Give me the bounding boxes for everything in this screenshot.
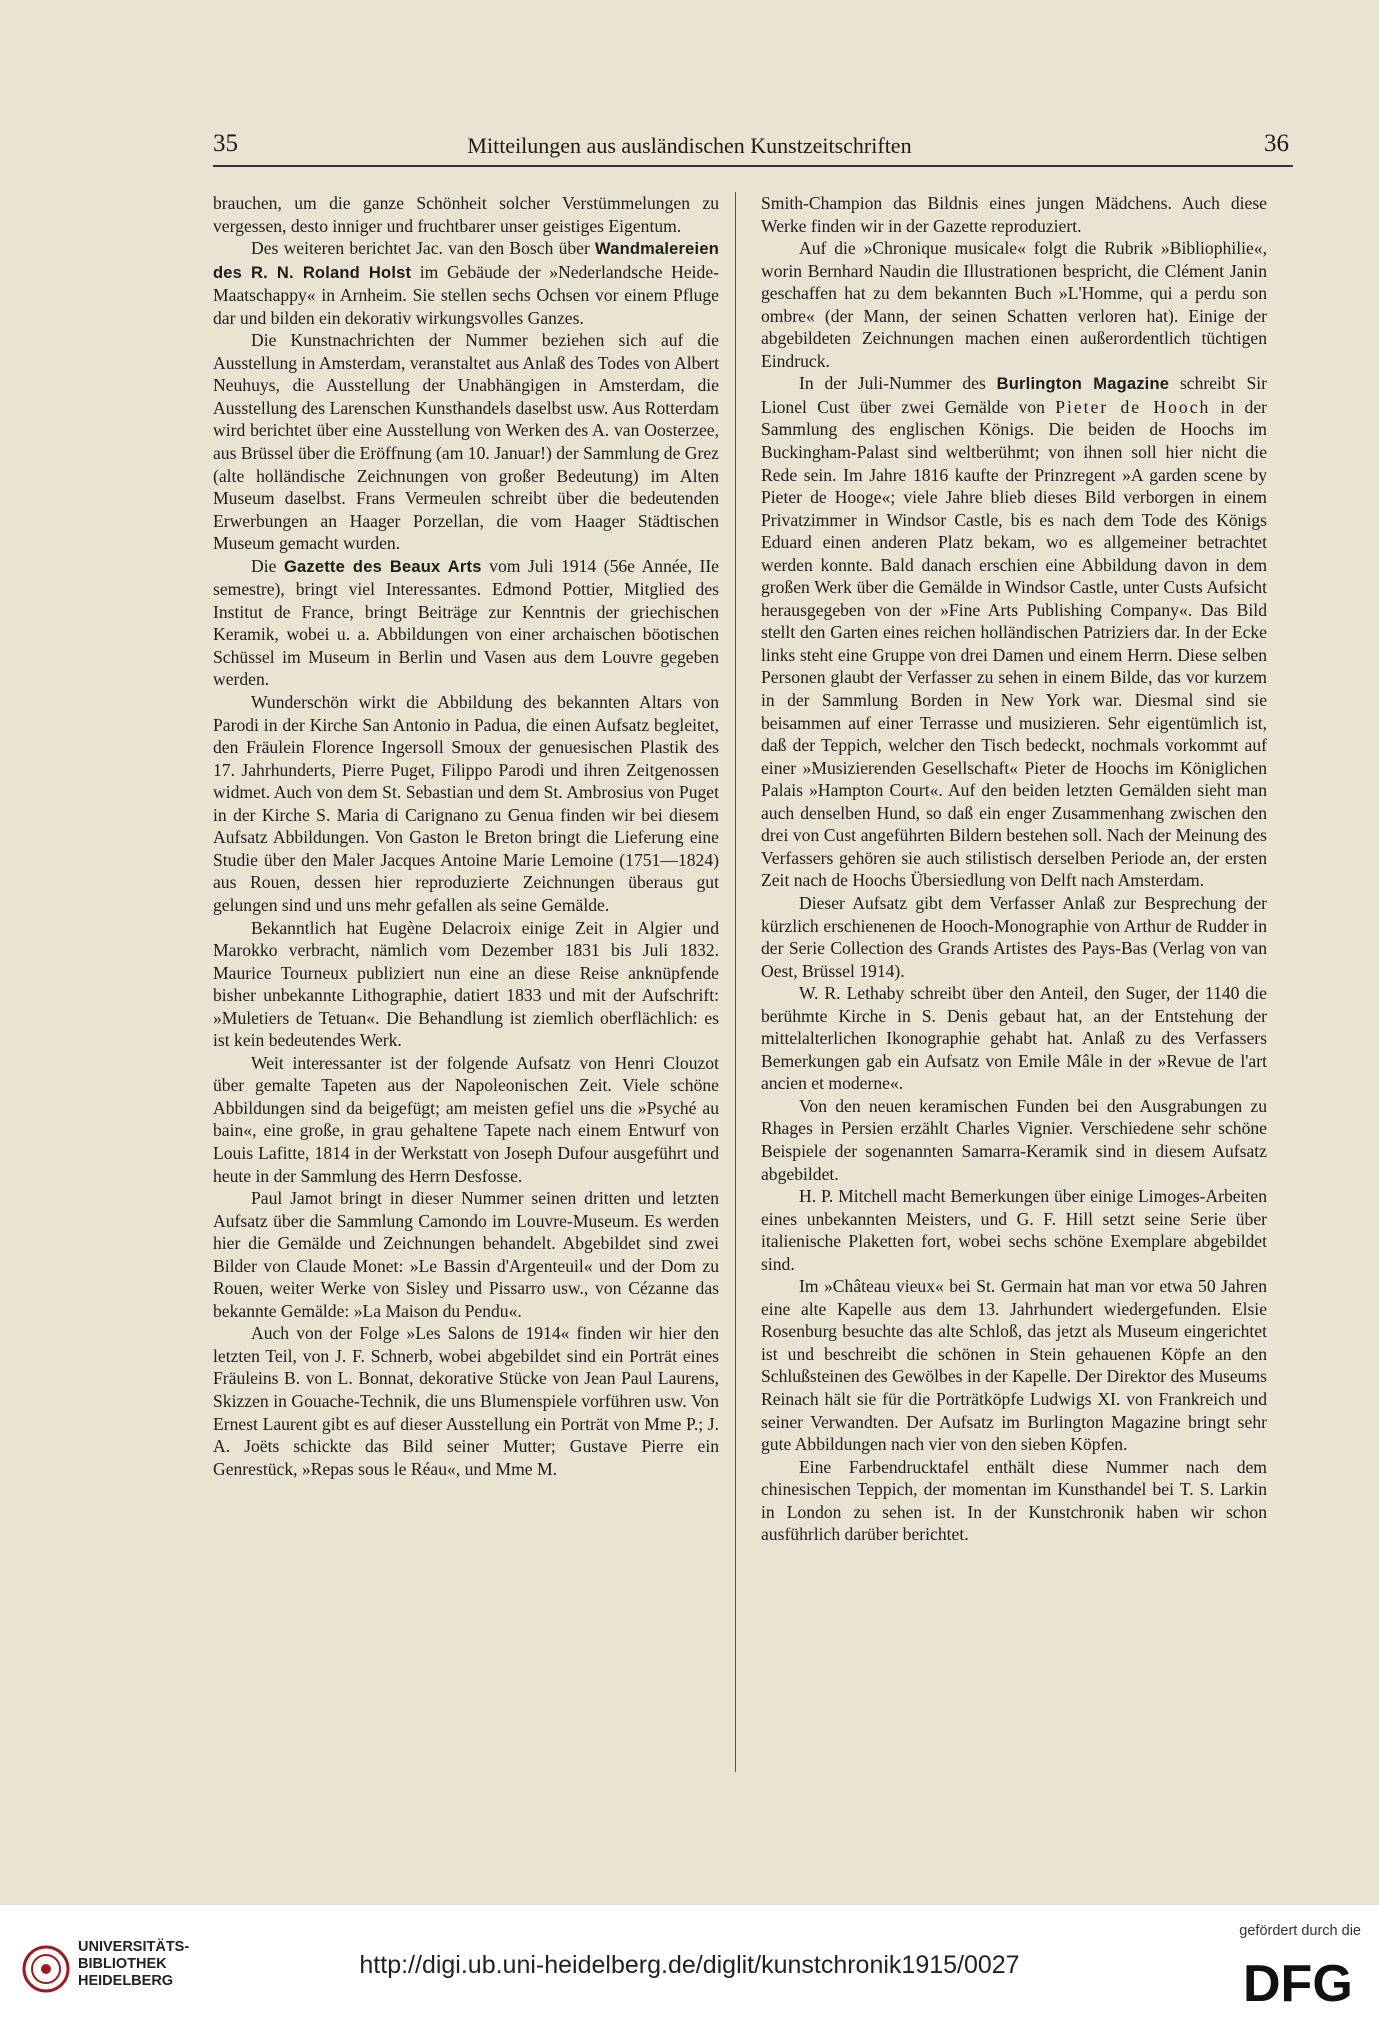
paragraph [761,372,1267,892]
header-rule [213,165,1293,167]
text-run: vom Juli 1914 (56e Année, IIe semestre), bringt viel Interessantes. Edmond Pottier, Mitglied des Institut de France, bringt Beiträge zur Kenntnis der griechischen Keramik, wobei u. a. Abbildungen von einer archaischen böotischen Schüssel im Museum in Berlin und Vasen aus dem Louvre gegeben werden. [213,555,719,690]
text-run: brauchen, um die ganze Schönheit solcher Verstümmelungen zu vergessen, desto inniger und fruchtbarer unser geistiges Eigentum. [213,193,719,236]
text-run: Smith-Champion das Bildnis eines jungen Mädchens. Auch diese Werke finden wir in der Gazette reproduziert. [761,193,1267,236]
paragraph [761,1095,1267,1185]
text-run: Des weiteren berichtet Jac. van den Bosch über [251,238,596,259]
paragraph [761,237,1267,372]
paragraph [213,1187,719,1322]
text-run: Auch von der Folge »Les Salons de 1914« finden wir hier den letzten Teil, von J. F. Schnerb, wobei abgebildet sind ein Porträt eines Fräuleins B. von L. Bonnat, dekorative Stücke von Jean Paul Laurens, Skizzen in Gouache-Technik, die uns Blumenspiele vorführen usw. Von Ernest Laurent gibt es auf dieser Ausstellung ein Porträt von Mme P.; J. A. Joëts schickte das Bild seiner Mutter; Gustave Pierre ein Genrestück, »Repas sous le Réau«, und Mme M. [213,1323,719,1479]
running-title: Mitteilungen aus ausländischen Kunstzeitschriften [467,133,912,158]
paragraph [213,691,719,916]
viewer-footer [0,1904,1379,2021]
paragraph [761,192,1267,237]
text-run: Bekanntlich hat Eugène Delacroix einige Zeit in Algier und Marokko verbracht, nämlich vom Dezember 1831 bis Juli 1832. Maurice Tourneux publiziert nun eine an diese Reise anknüpfende bisher unbekannte Lithographie, datiert 1833 und mit der Aufschrift: »Muletiers de Tetuan«. Die Behandlung ist ziemlich oberflächlich: es ist kein bedeutendes Werk. [213,917,719,1051]
permalink-url[interactable]: http://digi.ub.uni-heidelberg.de/diglit/kunstchronik1915/0027 [359,1951,1020,1979]
library-name-line: BIBLIOTHEK [78,1956,167,1972]
bold-title: Wandmalereien des R. N. Roland Holst [213,240,719,282]
paragraph [761,892,1267,982]
paragraph [761,1275,1267,1455]
spaced-name: Pieter de Hooch [1055,396,1211,417]
paragraph [761,1185,1267,1275]
text-run: Die [251,555,284,576]
text-run: Eine Farbendrucktafel enthält diese Nummer nach dem chinesischen Teppich, der momentan im Kunsthandel bei T. S. Larkin in London zu sehen ist. In der Kunstchronik haben wir schon ausführlich darüber berichtet. [761,1456,1267,1545]
paragraph [213,555,719,691]
page-number-right: 36 [1264,130,1289,157]
dfg-logo [1243,1957,1361,2005]
text-run: in der Sammlung des englischen Königs. Die beiden de Hoochs im Buckingham-Palast sind weltberühmt; von ihnen soll hier nicht die Rede sein. Im Jahre 1816 kaufte der Prinzregent »A garden scene by Pieter de Hooge«; viele Jahre blieb dieses Bild verborgen in einem Privatzimmer in Windsor Castle, bis es nach dem Tode des Königs Eduard einen anderen Platz bekam, wo es allgemeiner betrachtet werden konnte. Bald danach erschien eine Abbildung davon in dem großen Werk über die Gemälde in Windsor Castle, unter Custs Aufsicht herausgegeben von der »Fine Arts Publishing Company«. Das Bild stellt den Garten eines reichen holländischen Patriziers dar. In der Ecke links steht eine Gruppe von drei Damen und einem Herrn. Diese selben Personen glaubt der Verfasser zu sehen in einem Bilde, das vor kurzem in der Sammlung Borden in New York war. Diesmal sind sie beisammen auf einer Terrasse und musizieren. Sehr eigentümlich ist, daß der Teppich, welcher den Tisch bedeckt, nochmals vorkommt auf einer »Musizierenden Gesellschaft« Pieter de Hoochs im Königlichen Palais »Hampton Court«. Auf den beiden letzten Gemälden sieht man auch denselben Hund, so daß ein enger Zusammenhang zwischen den drei von Cust angeführten Bildern bestehen soll. Nach der Meinung des Verfassers gehören sie auch stilistisch derselben Periode an, der ersten Zeit nach de Hoochs Übersiedlung von Delft nach Amsterdam. [761,396,1267,891]
bold-title: Burlington Magazine [996,375,1170,394]
text-run: im Gebäude der »Nederlandsche Heide-Maatschappy« in Arnheim. Sie stellen sechs Ochsen vor einem Pfluge dar und bilden ein dekorativ wirkungsvolles Ganzes. [213,261,719,328]
left-column [213,192,719,1480]
paragraph [761,1456,1267,1546]
text-run: Wunderschön wirkt die Abbildung des bekannten Altars von Parodi in der Kirche San Antonio in Padua, die einen Aufsatz begleitet, den Fräulein Florence Ingersoll Smoux der genuesischen Plastik des 17. Jahrhunderts, Pierre Puget, Filippo Parodi und ihren Zeitgenossen widmet. Auch von dem St. Sebastian und dem St. Ambrosius von Puget in der Kirche S. Maria di Carignano zu Genua finden wir bei diesem Aufsatz Abbildungen. Von Gaston le Breton bringt die Lieferung eine Studie über den Maler Jacques Antoine Marie Lemoine (1751—1824) aus Rouen, dessen hier reproduzierte Zeichnungen überaus gut gelungen sind und uns mehr gefallen als seine Gemälde. [213,692,719,915]
library-name-line: HEIDELBERG [78,1973,174,1989]
paragraph [761,982,1267,1095]
page-number-left: 35 [213,130,238,157]
text-run: In der Juli-Nummer des [799,373,997,394]
text-run: Auf die »Chronique musicale« folgt die Rubrik »Bibliophilie«, worin Bernhard Naudin die Illustrationen bespricht, die Clément Janin geschaffen hat zu dem bekannten Buch »L'Homme, qui a perdu son ombre« (der Mann, der seinen Schatten verloren hat). Einige der abgebildeten Zeichnungen machen einen außerordentlich tüchtigen Eindruck. [761,238,1267,371]
right-column [761,192,1267,1546]
text-run: Von den neuen keramischen Funden bei den Ausgrabungen zu Rhages in Persien erzählt Charles Vignier. Verschiedene sehr schöne Beispiele der sogenannten Samarra-Keramik sind in diesem Aufsatz abgebildet. [761,1095,1267,1184]
text-run: H. P. Mitchell macht Bemerkungen über einige Limoges-Arbeiten eines unbekannten Meisters, und G. F. Hill setzt seine Serie über italienische Plaketten fort, wobei sechs schöne Exemplare abgebildet sind. [761,1186,1267,1274]
text-run: Im »Château vieux« bei St. Germain hat man vor etwa 50 Jahren eine alte Kapelle aus dem 13. Jahrhundert wiedergefunden. Elsie Rosenburg besuchte das alte Schloß, das jetzt als Museum eingerichtet ist und beschreibt die schönen in Stein gehauenen Köpfe an den Schlußsteinen des Gewölbes in der Kapelle. Der Direktor des Museums Reinach hält sie für die Porträtköpfe Ludwigs XI. von Frankreich und seiner Verwandten. Der Aufsatz im Burlington Magazine bringt sehr gute Abbildungen nach vier von den sieben Köpfen. [761,1276,1267,1455]
library-name-line: UNIVERSITÄTS- [78,1939,190,1955]
dfg-logo-text: DFG [1243,1957,1353,2005]
text-run: Paul Jamot bringt in dieser Nummer seinen dritten und letzten Aufsatz über die Sammlung Camondo im Louvre-Museum. Es werden hier die Gemälde und Zeichnungen behandelt. Abgebildet sind zwei Bilder von Claude Monet: »Le Bassin d'Argenteuil« und der Dom zu Rouen, weiter Werke von Sisley und Pissarro usw., von Cézanne das bekannte Gemälde: »La Maison du Pendu«. [213,1188,719,1321]
paragraph [213,1052,719,1187]
funding-note: gefördert durch die [1239,1923,1361,1939]
text-run: Die Kunstnachrichten der Nummer beziehen sich auf die Ausstellung in Amsterdam, veranstaltet aus Anlaß des Todes von Albert Neuhuys, die Ausstellung der Unabhängigen in Amsterdam, die Ausstellung des Larenschen Kunsthandels daselbst usw. Aus Rotterdam wird berichtet über eine Ausstellung von Werken des A. van Oosterzee, aus Brüssel über die Eröffnung (am 10. Januar!) der Sammlung de Grez (alte holländische Zeichnungen von großer Bedeutung) im Alten Museum daselbst. Frans Vermeulen schreibt über die bedeutenden Erwerbungen an Haager Porzellan, die vom Haager Städtischen Museum gemacht wurden. [213,330,719,554]
paragraph [213,237,719,329]
paragraph [213,329,719,554]
paragraph [213,192,719,237]
bold-title: Gazette des Beaux Arts [283,557,482,576]
paragraph [213,917,719,1052]
text-run: schreibt Sir Lionel Cust über zwei Gemälde von [761,373,1267,417]
text-run: Weit interessanter ist der folgende Aufsatz von Henri Clouzot über gemalte Tapeten aus der Napoleonischen Zeit. Viele schöne Abbildungen sind da beigefügt; am meisten gefiel uns die »Psyché au bain«, eine große, in grau gehaltene Tapete nach einem Entwurf von Louis Lafitte, 1814 in der Werkstatt von Joseph Dufour ausgeführt und heute in der Sammlung des Herrn Desfosse. [213,1052,719,1186]
text-run: Dieser Aufsatz gibt dem Verfasser Anlaß zur Besprechung der kürzlich erschienenen de Hooch-Monographie von Arthur de Rudder in der Serie Collection des Grands Artistes des Pays-Bas (Verlag von van Oest, Brüssel 1914). [761,892,1267,981]
column-divider [735,192,736,1772]
paragraph [213,1322,719,1480]
text-run: W. R. Lethaby schreibt über den Anteil, den Suger, der 1140 die berühmte Kirche in S. Denis gebaut hat, an der Entstehung der mittelalterlichen Ikonographie gehabt hat. Anlaß zu des Verfassers Bemerkungen gab ein Aufsatz von Emile Mâle in der »Revue de l'art ancien et moderne«. [761,983,1267,1094]
